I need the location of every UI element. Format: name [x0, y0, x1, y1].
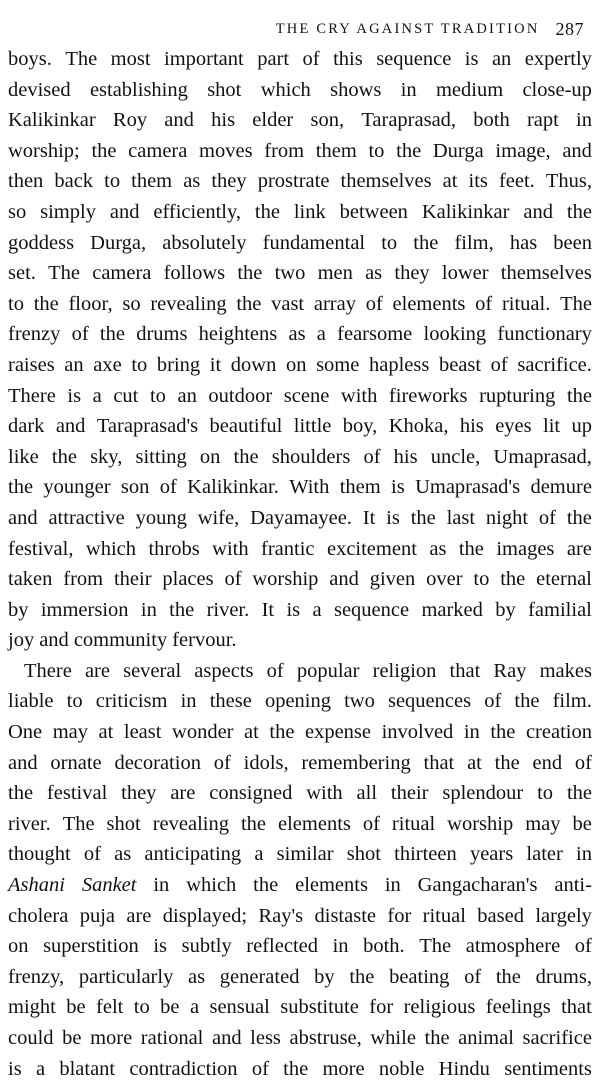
text-line: and attractive young wife, Dayamayee. It is the last night of the — [8, 506, 592, 529]
running-title: THE CRY AGAINST TRADITION — [275, 21, 540, 37]
text-line: and ornate decoration of idols, remembering that at the end of — [8, 751, 592, 774]
text-line: river. The shot revealing the elements of ritual worship may be — [8, 812, 592, 835]
text-line: There are several aspects of popular religion that Ray makes — [24, 659, 592, 682]
text-line: One may at least wonder at the expense involved in the creation — [8, 721, 592, 744]
text-line: boys. The most important part of this sequence is an expertly — [8, 48, 592, 70]
text-line: Kalikinkar Roy and his elder son, Taraprasad, both rapt in — [8, 109, 592, 132]
text-line: then back to them as they prostrate themselves at its feet. Thus, — [8, 170, 592, 193]
text-line: like the sky, sitting on the shoulders of his uncle, Umaprasad, — [8, 445, 592, 468]
text-line: festival, which throbs with frantic excitement as the images are — [8, 537, 592, 560]
text-line: to the floor, so revealing the vast array of elements of ritual. The — [8, 292, 592, 315]
text-line: the festival they are consigned with all their splendour to the — [8, 782, 592, 805]
paragraph — [8, 656, 592, 1084]
text-line: liable to criticism in these opening two sequences of the film. — [8, 690, 592, 713]
text-line: cholera puja are displayed; Ray's distaste for ritual based largely — [8, 904, 592, 927]
text-line: goddess Durga, absolutely fundamental to the film, has been — [8, 231, 592, 254]
page-number: 287 — [555, 19, 584, 39]
text-line: set. The camera follows the two men as they lower themselves — [8, 262, 592, 285]
paragraph — [8, 44, 592, 656]
text-line: might be felt to be a sensual substitute for religious feelings that — [8, 996, 592, 1019]
text-line: worship; the camera moves from them to the Durga image, and — [8, 139, 592, 162]
text-line: the younger son of Kalikinkar. With them is Umaprasad's demure — [8, 476, 592, 499]
text-line: taken from their places of worship and given over to the eternal — [8, 568, 592, 591]
text-line: thought of as anticipating a similar shot thirteen years later in — [8, 843, 592, 866]
text-line: dark and Taraprasad's beautiful little boy, Khoka, his eyes lit up — [8, 415, 592, 438]
text-line: by immersion in the river. It is a sequence marked by familial — [8, 598, 592, 621]
text-line: so simply and efficiently, the link between Kalikinkar and the — [8, 200, 592, 223]
text-line: on superstition is subtly reflected in both. The atmosphere of — [8, 935, 592, 958]
text-line: Ashani Sanket in which the elements in Gangacharan's anti- — [8, 874, 592, 897]
text-line: devised establishing shot which shows in medium close-up — [8, 78, 592, 101]
body-text — [8, 44, 592, 1084]
running-head — [8, 0, 592, 38]
text-line: frenzy of the drums heightens as a fearsome looking functionary — [8, 323, 592, 346]
text-line: is a blatant contradiction of the more noble Hindu sentiments — [8, 1057, 592, 1080]
text-line: could be more rational and less abstruse, while the animal sacrifice — [8, 1027, 592, 1049]
text-line: raises an axe to bring it down on some hapless beast of sacrifice. — [8, 353, 592, 376]
text-line: joy and community fervour. — [8, 629, 237, 652]
text-line: frenzy, particularly as generated by the beating of the drums, — [8, 965, 592, 988]
text-line: There is a cut to an outdoor scene with fireworks rupturing the — [8, 384, 592, 407]
